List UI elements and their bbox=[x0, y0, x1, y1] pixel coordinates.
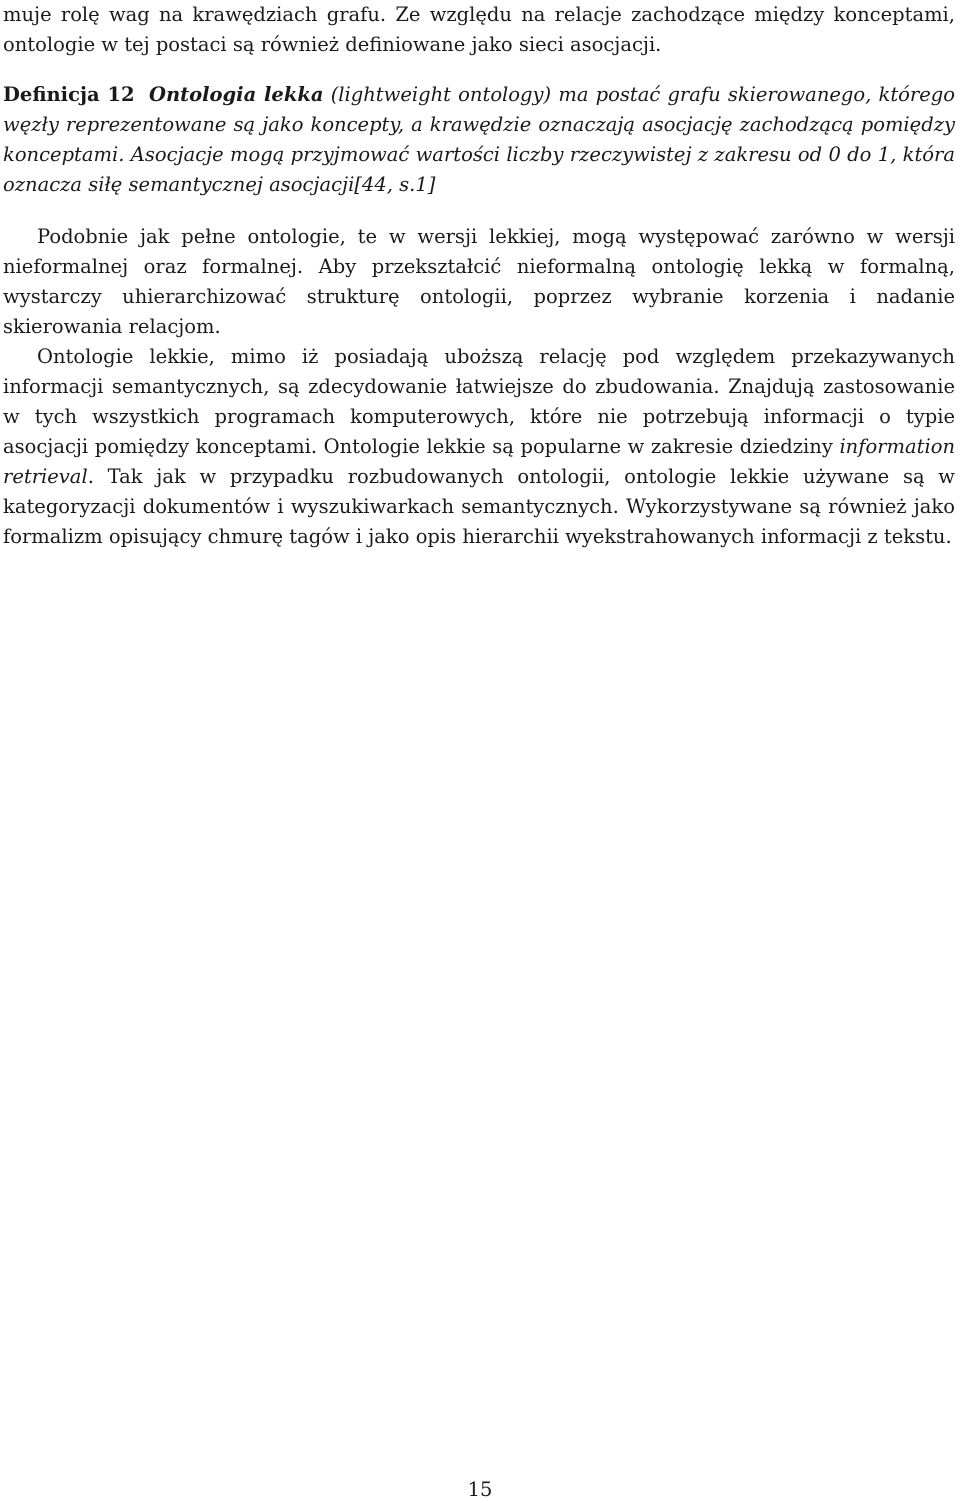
definition-label: Definicja 12 bbox=[3, 83, 135, 106]
paragraph-2-emphasis: information retrieval bbox=[3, 435, 955, 488]
definition-body: (lightweight ontology) ma postać grafu skierowanego, którego węzły reprezentowane są jako koncepty, a krawędzie oznaczają asocjację zachodzącą pomiędzy konceptami. Asocjacje mogą przyjmować wartości liczby rzeczywistej z zakresu od 0 do 1, która oznacza siłę semantycznej asocjacji[44, s.1] bbox=[3, 83, 955, 196]
intro-paragraph: muje rolę wag na krawędziach grafu. Ze względu na relacje zachodzące między konceptami, ontologie w tej postaci są również definiowane jako sieci asocjacji. bbox=[3, 3, 955, 56]
definition-block bbox=[3, 80, 955, 200]
paragraph-2-text-before: Ontologie lekkie, mimo iż posiadają uboższą relację pod względem przekazywanych informacji semantycznych, są zdecydowanie łatwiejsze do zbudowania. Znajdują zastosowanie w tych wszystkich programach komputerowych, które nie potrzebują informacji o typie asocjacji pomiędzy konceptami. Ontologie lekkie są popularne w zakresie dziedziny bbox=[3, 345, 955, 458]
paragraph-1: Podobnie jak pełne ontologie, te w wersji lekkiej, mogą występować zarówno w wersji nieformalnej oraz formalnej. Aby przekształcić nieformalną ontologię lekką w formalną, wystarczy uhierarchizować strukturę ontologii, poprzez wybranie korzenia i nadanie skierowania relacjom. bbox=[3, 225, 955, 338]
paragraph-2-text-after: . Tak jak w przypadku rozbudowanych ontologii, ontologie lekkie używane są w kategoryzacji dokumentów i wyszukiwarkach semantycznych. Wykorzystywane są również jako formalizm opisujący chmurę tagów i jako opis hierarchii wyekstrahowanych informacji z tekstu. bbox=[3, 465, 955, 548]
page-number: 15 bbox=[467, 1478, 493, 1501]
definition-term: Ontologia lekka bbox=[148, 83, 324, 106]
paragraph-2 bbox=[3, 342, 955, 552]
page-body bbox=[3, 0, 955, 552]
